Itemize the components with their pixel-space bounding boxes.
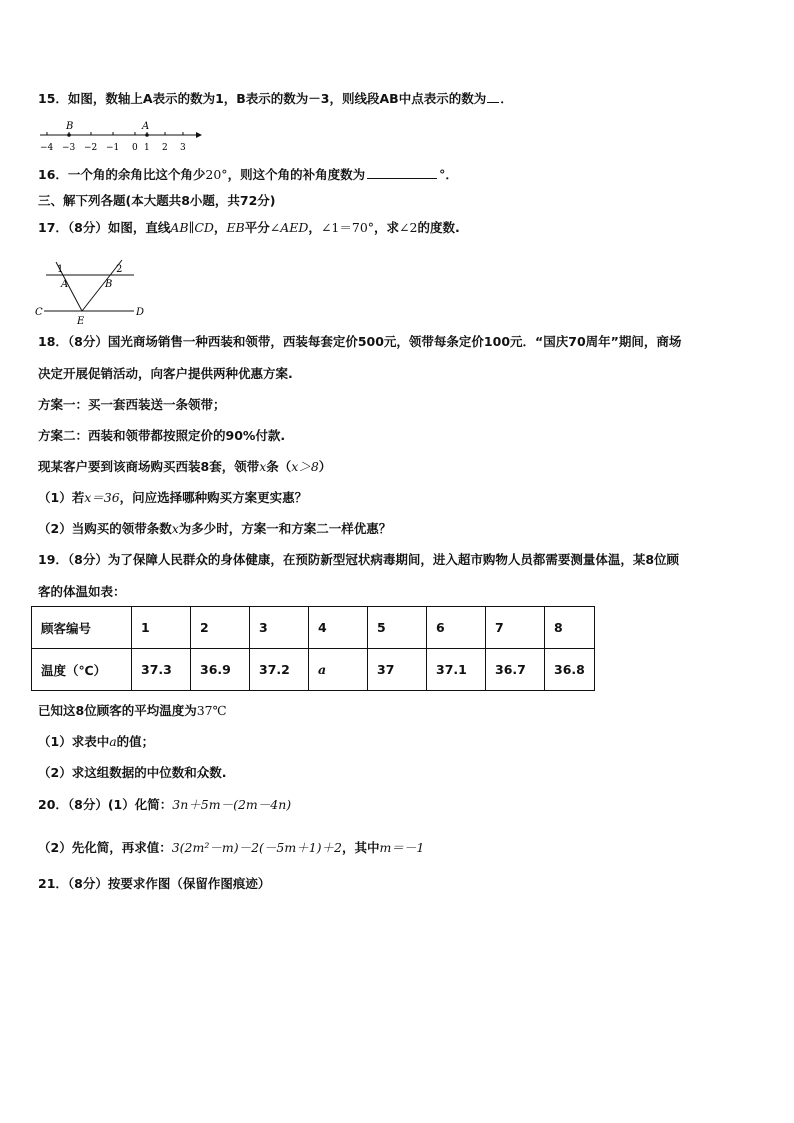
q19-known: [38, 703, 227, 719]
question-18-line-1: [38, 334, 681, 350]
tick-label: 0: [132, 143, 138, 153]
table-cell: 36.8: [545, 649, 595, 691]
q15-text: 15．如图，数轴上A表示的数为1，B表示的数为－3，则线段AB中点表示的数为: [38, 91, 487, 106]
q18-buy-a: 现某客户要到该商场购买西装8套，领带: [38, 459, 260, 474]
point-b-label: B: [105, 279, 113, 290]
tick-label: −3: [62, 143, 76, 153]
table-cell: 5: [368, 607, 427, 649]
q17-t2: 平分: [244, 220, 270, 235]
table-cell: 36.7: [486, 649, 545, 691]
question-21: [38, 876, 270, 892]
number-line-figure: [36, 120, 206, 156]
point-b-dot: [67, 133, 71, 137]
table-cell: a: [309, 649, 368, 691]
plan-two: [38, 428, 285, 444]
q18-buy-cond: x＞8: [291, 459, 319, 474]
table-cell: 6: [427, 607, 486, 649]
q19-known-val: 37℃: [196, 703, 227, 718]
question-19-line-2: [38, 584, 126, 600]
q16-text-b: ，则这个角的补角度数为: [227, 167, 366, 182]
q18-sub2-x: x: [171, 521, 179, 536]
question-16: [38, 166, 458, 183]
temperature-table: [31, 606, 595, 691]
point-a-dot: [145, 133, 149, 137]
question-18-line-2: [38, 366, 293, 382]
q20-sub2-cond: m＝－1: [379, 840, 425, 855]
table-cell: 顾客编号: [32, 607, 132, 649]
table-cell: 温度（℃）: [32, 649, 132, 691]
table-cell: 3: [250, 607, 309, 649]
q16-answer-blank: [367, 166, 437, 179]
q18-sub1-eq: x＝36: [84, 490, 120, 505]
table-cell: 2: [191, 607, 250, 649]
table-row: [32, 649, 595, 691]
q18-sub-2: [38, 521, 391, 537]
number-line-arrow: [196, 132, 202, 138]
point-d-label: D: [136, 307, 145, 318]
question-19-line-1: [38, 552, 679, 568]
q19-sub1-a: （1）求表中: [38, 734, 110, 749]
table-cell: 37.2: [250, 649, 309, 691]
question-15: [38, 90, 513, 107]
tick-label: −2: [84, 143, 98, 153]
q18-line-1-text: 18．（8分）国光商场销售一种西装和领带，西装每套定价500元，领带每条定价100元．“国庆70周年”期间，商场: [38, 334, 682, 349]
q20-sub2-a: （2）先化简，再求值：: [38, 840, 172, 855]
point-a-label: A: [61, 279, 69, 290]
q15-answer-blank: [487, 90, 499, 103]
q19-sub2-text: （2）求这组数据的中位数和众数.: [38, 765, 227, 780]
tick-label: 3: [180, 143, 186, 153]
point-a-label: A: [142, 121, 150, 132]
q18-buy-x: x: [259, 459, 267, 474]
q18-sub2-b: 为多少时，方案一和方案二一样优惠？: [178, 521, 392, 536]
q16-text-a: 16．一个角的余角比这个角少: [38, 167, 206, 182]
table-cell: 37.1: [427, 649, 486, 691]
plan-one-text: 方案一：买一套西装送一条领带；: [38, 397, 226, 412]
q17-t5: 的度数.: [417, 220, 460, 235]
q20-sub1-a: 20．（8分）(1）化简：: [38, 797, 173, 812]
q18-buy-c: ）: [318, 459, 332, 474]
parallel-lines-figure: [34, 254, 154, 326]
point-c-label: C: [35, 307, 43, 318]
question-20-sub-2: [38, 840, 424, 856]
q18-sub-1: [38, 490, 307, 506]
q17-eb: EB: [226, 220, 245, 235]
q16-angle: 20°: [205, 167, 228, 182]
q18-line-2-text: 决定开展促销活动，向客户提供两种优惠方案.: [38, 366, 293, 381]
table-cell: 37.3: [132, 649, 191, 691]
q17-ab-cd: AB∥CD: [170, 220, 214, 235]
q20-sub1-expr: 3n＋5m－(2m－4n): [172, 797, 292, 812]
q15-end: ．: [500, 91, 513, 106]
point-e-label: E: [77, 316, 85, 326]
q19-sub1-var: a: [109, 734, 117, 749]
q20-sub2-b: ，其中: [342, 840, 380, 855]
q18-sub1-b: ，问应选择哪种购买方案更实惠？: [119, 490, 308, 505]
section-heading: [38, 193, 276, 209]
table-cell: 1: [132, 607, 191, 649]
tick-label: 2: [162, 143, 168, 153]
q17-angle2: ∠2: [399, 220, 418, 235]
tick-label: 1: [144, 143, 150, 153]
q19-sub-2: [38, 765, 226, 781]
table-cell: 37: [368, 649, 427, 691]
angle-2-label: 2: [116, 264, 123, 275]
q17-t3: ，: [308, 220, 321, 235]
q19-line-1-text: 19．（8分）为了保障人民群众的身体健康，在预防新型冠状病毒期间，进入超市购物人员都需要测量体温，某8位顾: [38, 552, 680, 567]
q17-lead: 17．（8分）如图，直线: [38, 220, 171, 235]
plan-one: [38, 397, 226, 413]
tick-label: −4: [40, 143, 54, 153]
angle-1-label: 1: [57, 264, 64, 275]
q17-t4: ，求: [374, 220, 400, 235]
q19-sub1-b: 的值；: [116, 734, 155, 749]
plan-two-text: 方案二：西装和领带都按照定价的90%付款.: [38, 428, 286, 443]
question-20-sub-1: [38, 797, 291, 813]
question-17: [38, 220, 460, 236]
q18-purchase-line: [38, 459, 331, 475]
q18-buy-b: 条（: [266, 459, 292, 474]
q17-aed: ∠AED: [269, 220, 309, 235]
point-b-label: B: [66, 121, 74, 132]
table-cell: 4: [309, 607, 368, 649]
q19-known-a: 已知这8位顾客的平均温度为: [38, 703, 197, 718]
section-3-title: 三、解下列各题(本大题共8小题，共72分): [38, 193, 276, 208]
q21-text: 21．（8分）按要求作图（保留作图痕迹）: [38, 876, 271, 891]
tick-label: −1: [106, 143, 120, 153]
q18-sub2-a: （2）当购买的领带条数: [38, 521, 172, 536]
table-cell: 7: [486, 607, 545, 649]
q19-sub-1: [38, 734, 154, 750]
q17-angle1: ∠1＝70°: [320, 220, 375, 235]
table-cell: 36.9: [191, 649, 250, 691]
q16-end: °．: [439, 167, 458, 182]
q20-sub2-expr: 3(2m²－m)－2(－5m＋1)＋2: [171, 840, 342, 855]
table-header-row: [32, 607, 595, 649]
table-cell: 8: [545, 607, 595, 649]
q18-sub1-a: （1）若: [38, 490, 85, 505]
q17-t1: ，: [213, 220, 227, 235]
q19-line-2-text: 客的体温如表：: [38, 584, 126, 599]
